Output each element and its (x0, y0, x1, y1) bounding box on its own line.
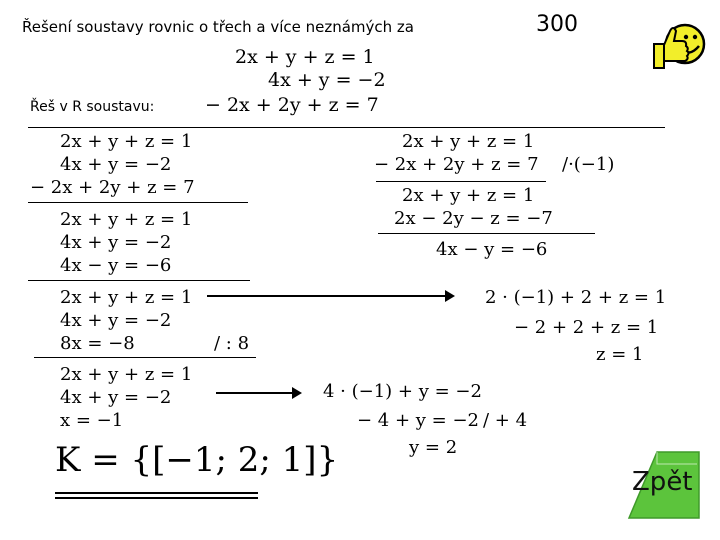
given-equation-3: − 2x + 2y + z = 7 (205, 94, 379, 116)
step3-line-3: 8x = −8 (60, 333, 135, 354)
rb1-line-1: 2x + y + z = 1 (402, 131, 535, 152)
back-button-label[interactable]: Zpět (632, 467, 693, 497)
rb3-note: / + 4 (483, 410, 528, 431)
step3-note: / : 8 (214, 333, 250, 354)
result-underline (55, 492, 258, 494)
rb1-line-2: − 2x + 2y + z = 7 (374, 154, 539, 175)
page-title: Řešení soustavy rovnic o třech a více neznámých za (22, 18, 414, 36)
rb2-line-2: − 2 + 2 + z = 1 (514, 317, 659, 338)
step1-divider (28, 202, 248, 203)
thumbs-up-smiley-icon (652, 14, 706, 74)
result-set: K = {[−1; 2; 1]} (55, 440, 339, 480)
rb1-line-4: 2x − 2y − z = −7 (394, 208, 553, 229)
page-title-number: 300 (536, 12, 578, 37)
rb3-line-1: 4 · (−1) + y = −2 (323, 381, 482, 402)
step4-line-1: 2x + y + z = 1 (60, 364, 193, 385)
top-divider (28, 127, 665, 128)
given-equation-2: 4x + y = −2 (268, 69, 386, 91)
step2-line-3: 4x − y = −6 (60, 255, 172, 276)
step3-line-2: 4x + y = −2 (60, 310, 172, 331)
arrow-to-z (207, 295, 453, 297)
rb1-divider-2 (378, 233, 595, 234)
arrow-to-y (216, 392, 300, 394)
subtitle: Řeš v R soustavu: (30, 99, 155, 115)
rb3-line-3: y = 2 (409, 437, 458, 458)
step4-line-2: 4x + y = −2 (60, 387, 172, 408)
rb1-line-3: 2x + y + z = 1 (402, 185, 535, 206)
rb1-note: /·(−1) (562, 154, 615, 175)
step1-line-1: 2x + y + z = 1 (60, 131, 193, 152)
result-underline-2 (55, 497, 258, 499)
rb3-line-2: − 4 + y = −2 (357, 410, 480, 431)
step1-line-3: − 2x + 2y + z = 7 (30, 177, 195, 198)
step2-line-2: 4x + y = −2 (60, 232, 172, 253)
rb2-line-1: 2 · (−1) + 2 + z = 1 (485, 287, 667, 308)
step1-line-2: 4x + y = −2 (60, 154, 172, 175)
step4-line-3: x = −1 (60, 410, 124, 431)
step2-divider (28, 280, 250, 281)
given-equation-1: 2x + y + z = 1 (235, 46, 375, 68)
step3-line-1: 2x + y + z = 1 (60, 287, 193, 308)
step3-divider (34, 357, 256, 358)
step2-line-1: 2x + y + z = 1 (60, 209, 193, 230)
rb1-sum: 4x − y = −6 (436, 239, 548, 260)
rb1-divider-1 (376, 181, 546, 182)
rb2-line-3: z = 1 (596, 344, 644, 365)
